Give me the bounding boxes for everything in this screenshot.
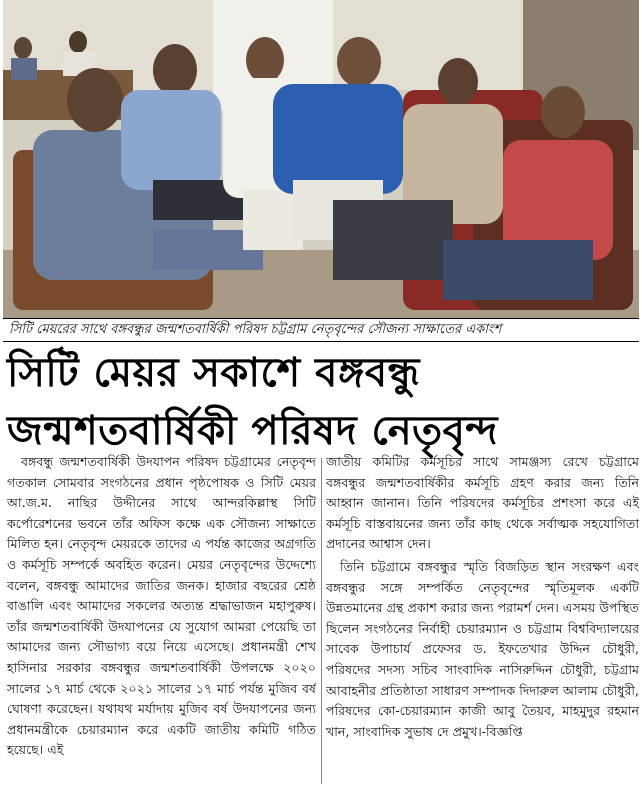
news-photo	[3, 0, 639, 319]
meeting-photo-icon	[3, 0, 639, 318]
headline-line-1: সিটি মেয়র সকাশে বঙ্গবন্ধু	[7, 350, 420, 396]
column-divider	[321, 458, 322, 784]
news-clipping	[3, 0, 639, 795]
paragraph: জাতীয় কমিটির কর্মসূচির সাথে সামঞ্জস্য রেখে চট্টগ্রামে বঙ্গবন্ধুর জন্মশতবার্ষিকীর কর্মসূচি গ্রহণ করার জন্য তিনি আহ্বান জানান। তিনি পরিষদের কর্মসূচির প্রশংসা করে এই কর্মসূচি বাস্তবায়নের জন্য তাঁর কাছ থেকে সর্বাত্মক সহযোগিতা প্রদানের আশ্বাস দেন।	[326, 454, 639, 552]
headline	[3, 344, 639, 460]
headline-line-2: জন্মশতবার্ষিকী পরিষদ নেতৃবৃন্দ	[7, 408, 499, 454]
photo-caption: সিটি মেয়রের সাথে বঙ্গবন্ধুর জন্মশতবার্ষিকী পরিষদ চট্টগ্রাম নেতৃবৃন্দের সৌজন্য সাক্ষাতের একাংশ	[3, 318, 639, 342]
paragraph: বঙ্গবন্ধু জন্মশতবার্ষিকী উদযাপন পরিষদ চট্টগ্রামের নেতৃবৃন্দ গতকাল সোমবার সংগঠনের প্রধান পৃষ্ঠপোষক ও সিটি মেয়র আ.জ.ম. নাছির উদ্দীনের সাথে আন্দরকিল্লাস্থ সিটি কর্পোরেশনের ভবনে তাঁর অফিস কক্ষে এক সৌজন্য সাক্ষাতে মিলিত হন। নেতৃবৃন্দ মেয়রকে তাদের এ পর্যন্ত কাজের অগ্রগতি ও কর্মসূচি সম্পর্কে অবহিত করেন। মেয়র নেতৃবৃন্দের উদ্দেশ্যে বলেন, বঙ্গবন্ধু আমাদের জাতির জনক। হাজার বছরের শ্রেষ্ঠ বাঙালি এবং আমাদের সকলের অত্যন্ত শ্রদ্ধাভাজন মহাপুরুষ। তাঁর জন্মশতবার্ষিকী উদযাপনের যে সুযোগ আমরা পেয়েছি তা আমাদের জন্য সৌভাগ্য বয়ে নিয়ে এসেছে। প্রধানমন্ত্রী শেখ হাসিনার সরকার বঙ্গবন্ধুর জন্মশতবার্ষিকী উপলক্ষে ২০২০ সালের ১৭ মার্চ থেকে ২০২১ সালের ১৭ মার্চ পর্যন্ত মুজিব বর্ষ ঘোষণা করেছেন। যথাযথ মর্যাদায় মুজিব বর্ষ উদযাপনের জন্য প্রধানমন্ত্রীকে চেয়ারম্যান করে একটি জাতীয় কমিটি গঠিত হয়েছে। এই	[7, 454, 316, 758]
article-body	[3, 452, 639, 790]
article-column-right	[326, 452, 639, 790]
article-column-left	[3, 452, 316, 790]
paragraph: তিনি চট্টগ্রামে বঙ্গবন্ধুর স্মৃতি বিজড়িত স্থান সংরক্ষণ এবং বঙ্গবন্ধুর সঙ্গে সম্পর্কিত নেতৃবৃন্দের স্মৃতিমূলক একটি উন্নতমানের গ্রন্থ প্রকাশ করার জন্য পরামর্শ দেন। এসময় উপস্থিত ছিলেন সংগঠনের নির্বাহী চেয়ারম্যান ও চট্টগ্রাম বিশ্ববিদ্যালয়ের সাবেক উপাচার্য প্রফেসর ড. ইফতেখার উদ্দিন চৌধুরী, পরিষদের সদস্য সচিব সাংবাদিক নাসিরুদ্দিন চৌধুরী, চট্টগ্রাম আবাহনীর প্রতিষ্ঠাতা সাধারণ সম্পাদক দিদারুল আলাম চৌধুরী, পরিষদের কো-চেয়ারম্যান কাজী আবু তৈয়ব, মাহমুদুর রহমান খান, সাংবাদিক সুভাষ দে প্রমুখ।-বিজ্ঞপ্তি	[326, 558, 639, 739]
